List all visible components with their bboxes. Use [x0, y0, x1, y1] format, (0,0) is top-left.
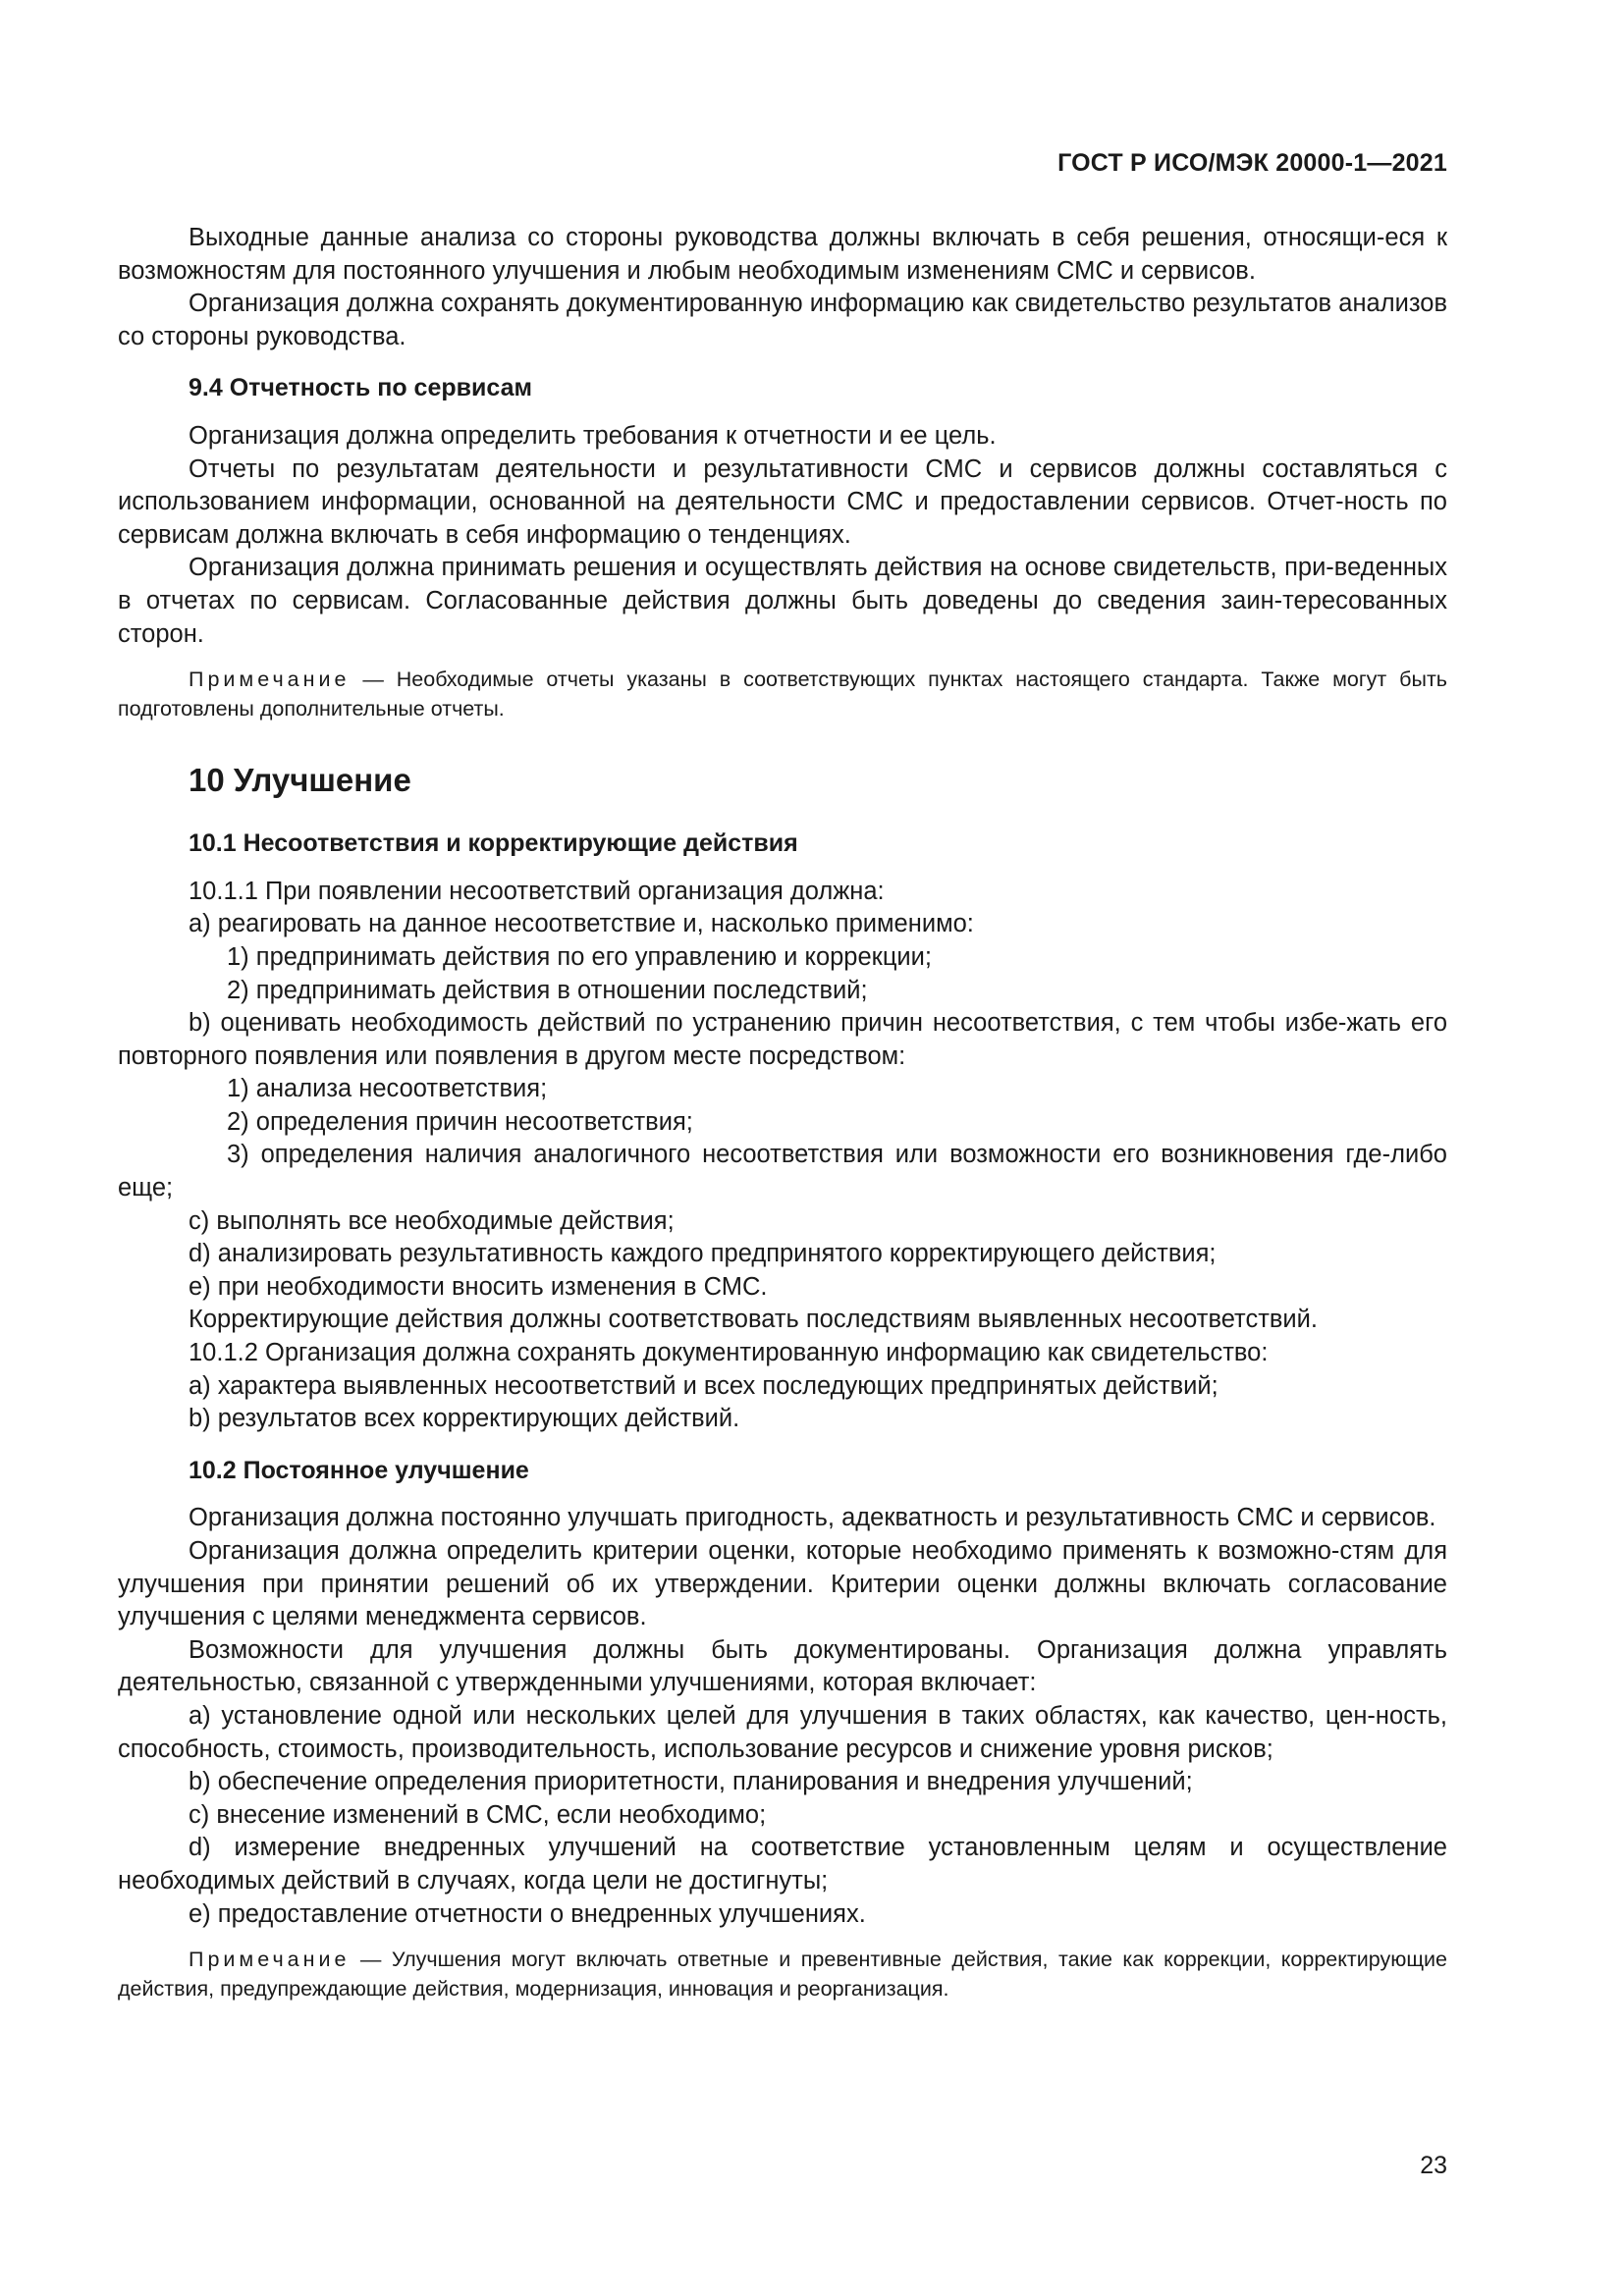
note-text: — Необходимые отчеты указаны в соответствующих пунктах настоящего стандарта. Также могут быть подготовлены дополнительные отчеты.	[118, 667, 1447, 721]
paragraph: Организация должна принимать решения и осуществлять действия на основе свидетельств, при-веденных в отчетах по сервисам. Согласованные действия должны быть доведены до сведения заин-тересованных сторон.	[118, 554, 1447, 648]
paragraph-line: b) результатов всех корректирующих действий.	[189, 1405, 740, 1433]
paragraph-line: 1) анализа несоответствия;	[227, 1075, 548, 1103]
paragraph-line: Организация должна определить критерии оценки, которые необходимо применять к возможно-стям для улучшения при принятии решений об их утверждении. Критерии оценки должны включать согласование улучшения с целями менеджмента сервисов.	[118, 1537, 1447, 1631]
note-text: — Улучшения могут включать ответные и превентивные действия, такие как коррекции, корректирующие действия, предупреждающие действия, модернизация, инновация и реорганизация.	[118, 1948, 1447, 2002]
paragraph-line: d) измерение внедренных улучшений на соответствие установленным целям и осуществление необходимых действий в случаях, когда цели не достигнуты;	[118, 1834, 1447, 1895]
paragraph-line: Корректирующие действия должны соответствовать последствиям выявленных несоответствий.	[189, 1306, 1318, 1334]
paragraph-line: 10.1.2 Организация должна сохранять документированную информацию как свидетельство:	[189, 1339, 1269, 1367]
paragraph-line: b) оценивать необходимость действий по устранению причин несоответствия, с тем чтобы избе-жать его повторного появления или появления в другом месте посредством:	[118, 1009, 1447, 1070]
note	[118, 665, 1447, 723]
paragraph-line: Возможности для улучшения должны быть документированы. Организация должна управлять деятельностью, связанной с утвержденными улучшениями, которая включает:	[118, 1635, 1447, 1697]
page-content	[118, 222, 1447, 2003]
paragraph: Отчеты по результатам деятельности и результативности СМС и сервисов должны составляться с использованием информации, основанной на деятельности СМС и предоставлении сервисов. Отчет-ность по сервисам должна включать в себя информацию о тенденциях.	[118, 454, 1447, 549]
section-heading-10-2: 10.2 Постоянное улучшение	[189, 1456, 529, 1484]
section-heading-9-4: 9.4 Отчетность по сервисам	[189, 374, 532, 402]
paragraph-line: e) предоставление отчетности о внедренных улучшениях.	[189, 1899, 866, 1928]
paragraph-line: Организация должна постоянно улучшать пригодность, адекватность и результативность СМС и сервисов.	[189, 1504, 1436, 1532]
note	[118, 1945, 1447, 2003]
note-label: Примечание	[189, 667, 351, 692]
section-heading-10-1: 10.1 Несоответствия и корректирующие действия	[189, 829, 798, 858]
paragraph-line: c) выполнять все необходимые действия;	[189, 1206, 675, 1235]
paragraph-line: 2) определения причин несоответствия;	[227, 1107, 693, 1136]
paragraph-line: a) установление одной или нескольких целей для улучшения в таких областях, как качество, цен-ность, способность, стоимость, производительность, использование ресурсов и снижение уровня рисков;	[118, 1701, 1447, 1763]
paragraph-line: 3) определения наличия аналогичного несоответствия или возможности его возникновения где-либо еще;	[118, 1141, 1447, 1202]
note-label: Примечание	[189, 1948, 351, 1972]
paragraph-line: b) обеспечение определения приоритетности, планирования и внедрения улучшений;	[189, 1768, 1193, 1796]
paragraph-line: c) внесение изменений в СМС, если необходимо;	[189, 1800, 767, 1829]
page-number: 23	[1420, 2152, 1447, 2179]
paragraph-line: a) характера выявленных несоответствий и всех последующих предпринятых действий;	[189, 1371, 1218, 1400]
section-10-2-body	[118, 1502, 1447, 1931]
paragraph: Организация должна определить требования к отчетности и ее цель.	[189, 421, 997, 450]
paragraph: Организация должна сохранять документированную информацию как свидетельство результатов анализов со стороны руководства.	[118, 290, 1447, 350]
paragraph-line: a) реагировать на данное несоответствие и, насколько применимо:	[189, 910, 974, 938]
paragraph-line: d) анализировать результативность каждого предпринятого корректирующего действия;	[189, 1240, 1217, 1268]
paragraph-line: 10.1.1 При появлении несоответствий организация должна:	[189, 877, 885, 905]
paragraph-line: 1) предпринимать действия по его управлению и коррекции;	[227, 942, 933, 971]
paragraph-line: 2) предпринимать действия в отношении последствий;	[227, 976, 868, 1004]
paragraph: Выходные данные анализа со стороны руководства должны включать в себя решения, относящи-еся к возможностям для постоянного улучшения и любым необходимым изменениям СМС и сервисов.	[118, 224, 1447, 285]
section-10-1-body	[118, 876, 1447, 1436]
document-code-header: ГОСТ Р ИСО/МЭК 20000-1—2021	[1057, 149, 1447, 177]
section-heading-10: 10 Улучшение	[189, 762, 411, 799]
paragraph-line: e) при необходимости вносить изменения в СМС.	[189, 1272, 768, 1301]
